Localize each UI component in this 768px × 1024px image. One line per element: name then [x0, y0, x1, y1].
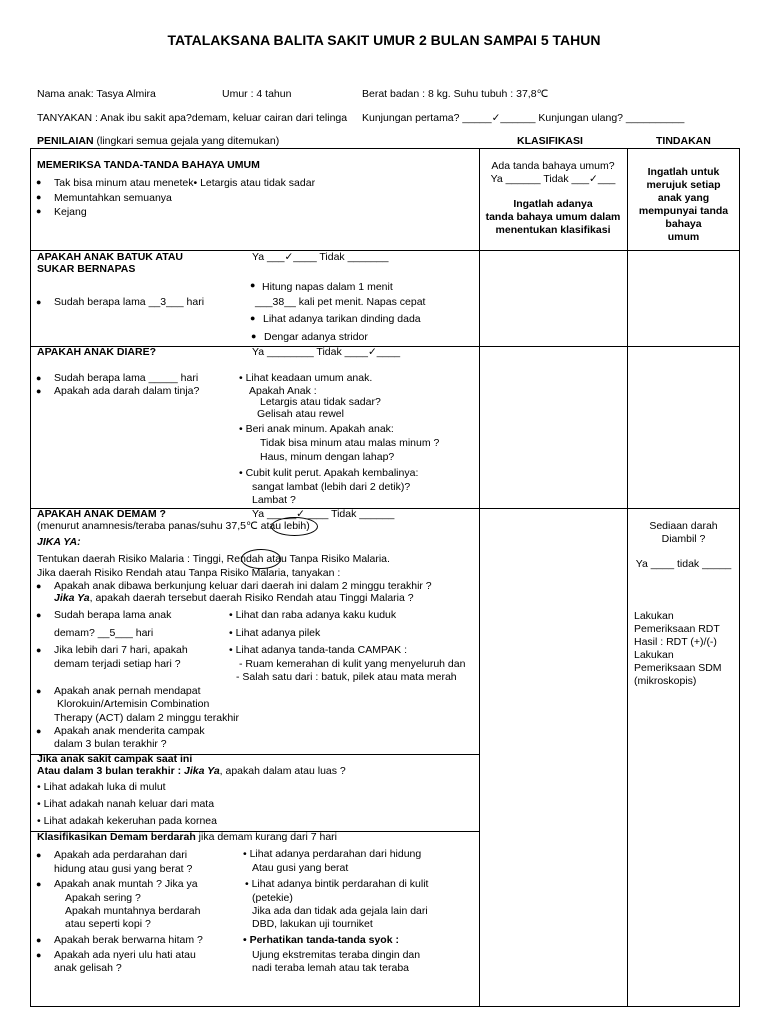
diare-item: Haus, minum dengan lahap?: [260, 451, 395, 463]
table-left-border: [30, 148, 31, 1007]
campak-heading: Jika anak sakit campak saat ini: [37, 753, 193, 765]
berdarah-left: Apakah ada nyeri ulu hati atau: [54, 949, 196, 961]
demam-sub: (menurut anamnesis/teraba panas/suhu 37,5℃ atau lebih): [37, 520, 310, 532]
berdarah-right: • Perhatikan tanda-tanda syok :: [243, 934, 399, 946]
bullet: ●: [36, 386, 42, 396]
campak-item: • Lihat adakah luka di mulut: [37, 781, 166, 793]
berdarah-right: Jika ada dan tidak ada gejala lain dari: [252, 905, 428, 917]
campak-item-text: Lihat adakah luka di mulut: [43, 781, 166, 793]
table-top-border: [30, 148, 740, 149]
bullet: ●: [36, 581, 42, 591]
batuk-item: Hitung napas dalam 1 menit: [262, 281, 393, 293]
bahaya-tindakan: anak yang: [657, 192, 710, 204]
demam-right: • Lihat dan raba adanya kaku kuduk: [229, 609, 397, 621]
demam-tindakan: Lakukan: [634, 649, 674, 661]
bullet: ●: [36, 177, 42, 187]
berdarah-h-rest: jika demam kurang dari 7 hari: [195, 831, 337, 843]
batuk-item: ___38__ kali pet menit. Napas cepat: [255, 296, 426, 308]
campak-heading2: [37, 765, 346, 777]
diare-item: • Cubit kulit perut. Apakah kembalinya:: [239, 467, 419, 479]
demam-left: dalam 3 bulan terakhir ?: [54, 738, 167, 750]
tindakan-header: TINDAKAN: [656, 135, 711, 147]
bullet: ●: [36, 610, 42, 620]
penilaian-rest: (lingkari semua gejala yang ditemukan): [93, 135, 280, 147]
demam-left: Apakah anak pernah mendapat: [54, 685, 201, 697]
berdarah-right-text: Lihat adanya bintik perdarahan di kulit: [251, 878, 429, 890]
umur: Umur : 4 tahun: [222, 88, 292, 100]
bahaya-item: Tak bisa minum atau menetek• Letargis atau tidak sadar: [54, 177, 316, 189]
bahaya-heading: MEMERIKSA TANDA-TANDA BAHAYA UMUM: [37, 159, 260, 171]
col-divider-klasifikasi: [479, 148, 480, 1007]
diare-item: • Lihat keadaan umum anak.: [239, 372, 373, 384]
demam-right: • Lihat adanya pilek: [229, 627, 321, 639]
berdarah-left: Apakah anak muntah ? Jika ya: [54, 878, 198, 890]
demam-left: demam? __5___ hari: [54, 627, 154, 639]
campak-item: • Lihat adakah kekeruhan pada kornea: [37, 815, 217, 827]
campak-item-text: Lihat adakah nanah keluar dari mata: [43, 798, 215, 810]
campak-h2a: Atau dalam 3 bulan terakhir :: [37, 765, 185, 777]
diare-item: Letargis atau tidak sadar?: [260, 396, 381, 408]
bahaya-item: Memuntahkan semuanya: [54, 192, 172, 204]
col-divider-tindakan: [627, 148, 628, 1007]
demam-left: demam terjadi setiap hari ?: [54, 658, 181, 670]
diare-item-text: Beri anak minum. Apakah anak:: [245, 423, 394, 435]
risiko-rendah: Jika daerah Risiko Rendah atau Tanpa Risiko Malaria, tanyakan :: [37, 567, 341, 579]
bahaya-tindakan: umum: [667, 231, 700, 243]
table-right-border: [739, 148, 740, 1007]
berdarah-right: DBD, lakukan uji tourniket: [252, 918, 373, 930]
bahaya-klas-note: tanda bahaya umum dalam: [485, 211, 621, 223]
berdarah-left: hidung atau gusi yang berat ?: [54, 863, 193, 875]
berdarah-right: (petekie): [252, 892, 293, 904]
bahaya-item: Kejang: [54, 206, 87, 218]
table-bottom-border: [30, 1006, 740, 1007]
kunjungan: Kunjungan pertama? _____✓______ Kunjungan ulang? __________: [362, 112, 685, 124]
circle-mark: [241, 549, 281, 569]
demam-heading: APAKAH ANAK DEMAM ?: [37, 508, 166, 520]
demam-tindakan: Hasil : RDT (+)/(-): [634, 636, 717, 648]
klasifikasi-header: KLASIFIKASI: [517, 135, 583, 147]
berdarah-left: Apakah sering ?: [65, 892, 141, 904]
demam-tindakan: Pemeriksaan RDT: [634, 623, 720, 635]
bahaya-tindakan: Ingatlah untuk: [647, 166, 720, 178]
demam-right-text: Lihat adanya pilek: [235, 627, 321, 639]
nama-anak: Nama anak: Tasya Almira: [37, 88, 156, 100]
berdarah-right: • Lihat adanya perdarahan dari hidung: [243, 848, 422, 860]
batuk-item: Lihat adanya tarikan dinding dada: [263, 313, 421, 325]
penilaian-bold: PENILAIAN: [37, 135, 94, 147]
bullet: ●: [36, 373, 42, 383]
batuk-item: Dengar adanya stridor: [264, 331, 368, 343]
berdarah-left: Apakah muntahnya berdarah: [65, 905, 201, 917]
bullet: ●: [36, 935, 42, 945]
demam-left: Jika lebih dari 7 hari, apakah: [54, 644, 188, 656]
batuk-lama: Sudah berapa lama __3___ hari: [54, 296, 205, 308]
batuk-heading: SUKAR BERNAPAS: [37, 263, 136, 275]
jika-ya-rest: , apakah daerah tersebut daerah Risiko Rendah atau Tinggi Malaria ?: [89, 592, 414, 604]
berdarah-right: Atau gusi yang berat: [252, 862, 349, 874]
bullet: ●: [36, 850, 42, 860]
diare-item: • Beri anak minum. Apakah anak:: [239, 423, 394, 435]
berdarah-left: atau seperti kopi ?: [65, 918, 151, 930]
bullet: ●: [36, 879, 42, 889]
diare-item-text: Lihat keadaan umum anak.: [245, 372, 373, 384]
bullet: ●: [36, 297, 42, 307]
bullet: ●: [36, 206, 42, 216]
berdarah-right-text: Lihat adanya perdarahan dari hidung: [249, 848, 422, 860]
bahaya-klas-note: menentukan klasifikasi: [495, 224, 611, 236]
tanyakan: TANYAKAN : Anak ibu sakit apa?demam, keluar cairan dari telinga: [37, 112, 348, 124]
diare-item: Apakah Anak :: [249, 385, 317, 397]
demam-answer: Ya _____✓____ Tidak ______: [252, 508, 395, 520]
demam-tindakan: Sediaan darah: [649, 520, 718, 532]
bullet: ●: [250, 280, 256, 290]
demam-tindakan: Ya ____ tidak _____: [635, 558, 732, 570]
bahaya-klas-note: Ingatlah adanya: [513, 198, 593, 210]
jika-ya-bold: Jika Ya: [54, 592, 90, 604]
diare-left: Sudah berapa lama _____ hari: [54, 372, 199, 384]
diare-left: Apakah ada darah dalam tinja?: [54, 385, 200, 397]
berdarah-h-bold: Klasifikasikan Demam berdarah: [37, 831, 196, 843]
diare-item: Lambat ?: [252, 494, 296, 506]
berdarah-right: Ujung ekstremitas teraba dingin dan: [252, 949, 421, 961]
bahaya-tindakan: mempunyai tanda: [638, 205, 729, 217]
jika-ya: JIKA YA:: [37, 536, 81, 548]
risiko-malaria: Tentukan daerah Risiko Malaria : Tinggi, Rendah atau Tanpa Risiko Malaria.: [37, 553, 390, 565]
berdarah-right: nadi teraba lemah atau tak teraba: [252, 962, 410, 974]
demam-left: Apakah anak menderita campak: [54, 725, 205, 737]
demam-tindakan: Diambil ?: [661, 533, 706, 545]
diare-item: sangat lambat (lebih dari 2 detik)?: [252, 481, 411, 493]
diare-item: Tidak bisa minum atau malas minum ?: [260, 437, 440, 449]
demam-tindakan: Lakukan: [634, 610, 674, 622]
circle-mark: [271, 517, 318, 536]
campak-item: • Lihat adakah nanah keluar dari mata: [37, 798, 215, 810]
diare-item: Gelisah atau rewel: [257, 408, 344, 420]
demam-left: Klorokuin/Artemisin Combination: [57, 698, 210, 710]
bullet: ●: [36, 192, 42, 202]
berdarah-left: Apakah ada perdarahan dari: [54, 849, 188, 861]
demam-tindakan: Pemeriksaan SDM: [634, 662, 722, 674]
penilaian-label: [37, 135, 279, 147]
berdarah-left: Apakah berak berwarna hitam ?: [54, 934, 203, 946]
bullet: ●: [251, 331, 257, 341]
bahaya-klas-answer: Ya ______ Tidak ___✓___: [490, 173, 616, 185]
demam-left: Sudah berapa lama anak: [54, 609, 172, 621]
page-title: TATALAKSANA BALITA SAKIT UMUR 2 BULAN SAMPAI 5 TAHUN: [167, 32, 601, 48]
berdarah-right-text: Perhatikan tanda-tanda syok :: [249, 934, 399, 946]
bullet: ●: [36, 686, 42, 696]
bahaya-tindakan: merujuk setiap: [646, 179, 721, 191]
bullet: ●: [36, 950, 42, 960]
demam-right: • Lihat adanya tanda-tanda CAMPAK :: [229, 644, 408, 656]
bullet: ●: [36, 645, 42, 655]
campak-h2c: , apakah dalam atau luas ?: [219, 765, 346, 777]
bahaya-klas-question: Ada tanda bahaya umum?: [491, 160, 615, 172]
diare-heading: APAKAH ANAK DIARE?: [37, 346, 156, 358]
berdarah-right: • Lihat adanya bintik perdarahan di kulit: [245, 878, 429, 890]
batuk-heading: APAKAH ANAK BATUK ATAU: [37, 251, 184, 263]
berdarah-left: anak gelisah ?: [54, 962, 122, 974]
demam-right-text: Lihat dan raba adanya kaku kuduk: [235, 609, 397, 621]
bahaya-tindakan: bahaya: [665, 218, 702, 230]
demam-right-text: Lihat adanya tanda-tanda CAMPAK :: [235, 644, 408, 656]
campak-h2b: Jika Ya: [184, 765, 220, 777]
jika-ya-malaria: [54, 592, 414, 604]
bawa-berkunjung: Apakah anak dibawa berkunjung keluar dari daerah ini dalam 2 minggu terakhir ?: [54, 580, 432, 592]
demam-right: - Ruam kemerahan di kulit yang menyeluruh dan: [239, 658, 466, 670]
bullet: ●: [36, 726, 42, 736]
berdarah-heading: [37, 831, 337, 843]
batuk-answer: Ya ___✓____ Tidak _______: [252, 251, 389, 263]
berat-suhu: Berat badan : 8 kg. Suhu tubuh : 37,8℃: [362, 88, 549, 100]
diare-answer: Ya ________ Tidak ____✓____: [252, 346, 401, 358]
demam-tindakan: (mikroskopis): [634, 675, 697, 687]
campak-item-text: Lihat adakah kekeruhan pada kornea: [43, 815, 217, 827]
demam-left: Therapy (ACT) dalam 2 minggu terakhir: [54, 712, 239, 724]
diare-item-text: Cubit kulit perut. Apakah kembalinya:: [245, 467, 419, 479]
demam-right: - Salah satu dari : batuk, pilek atau mata merah: [236, 671, 457, 683]
bullet: ●: [250, 313, 256, 323]
